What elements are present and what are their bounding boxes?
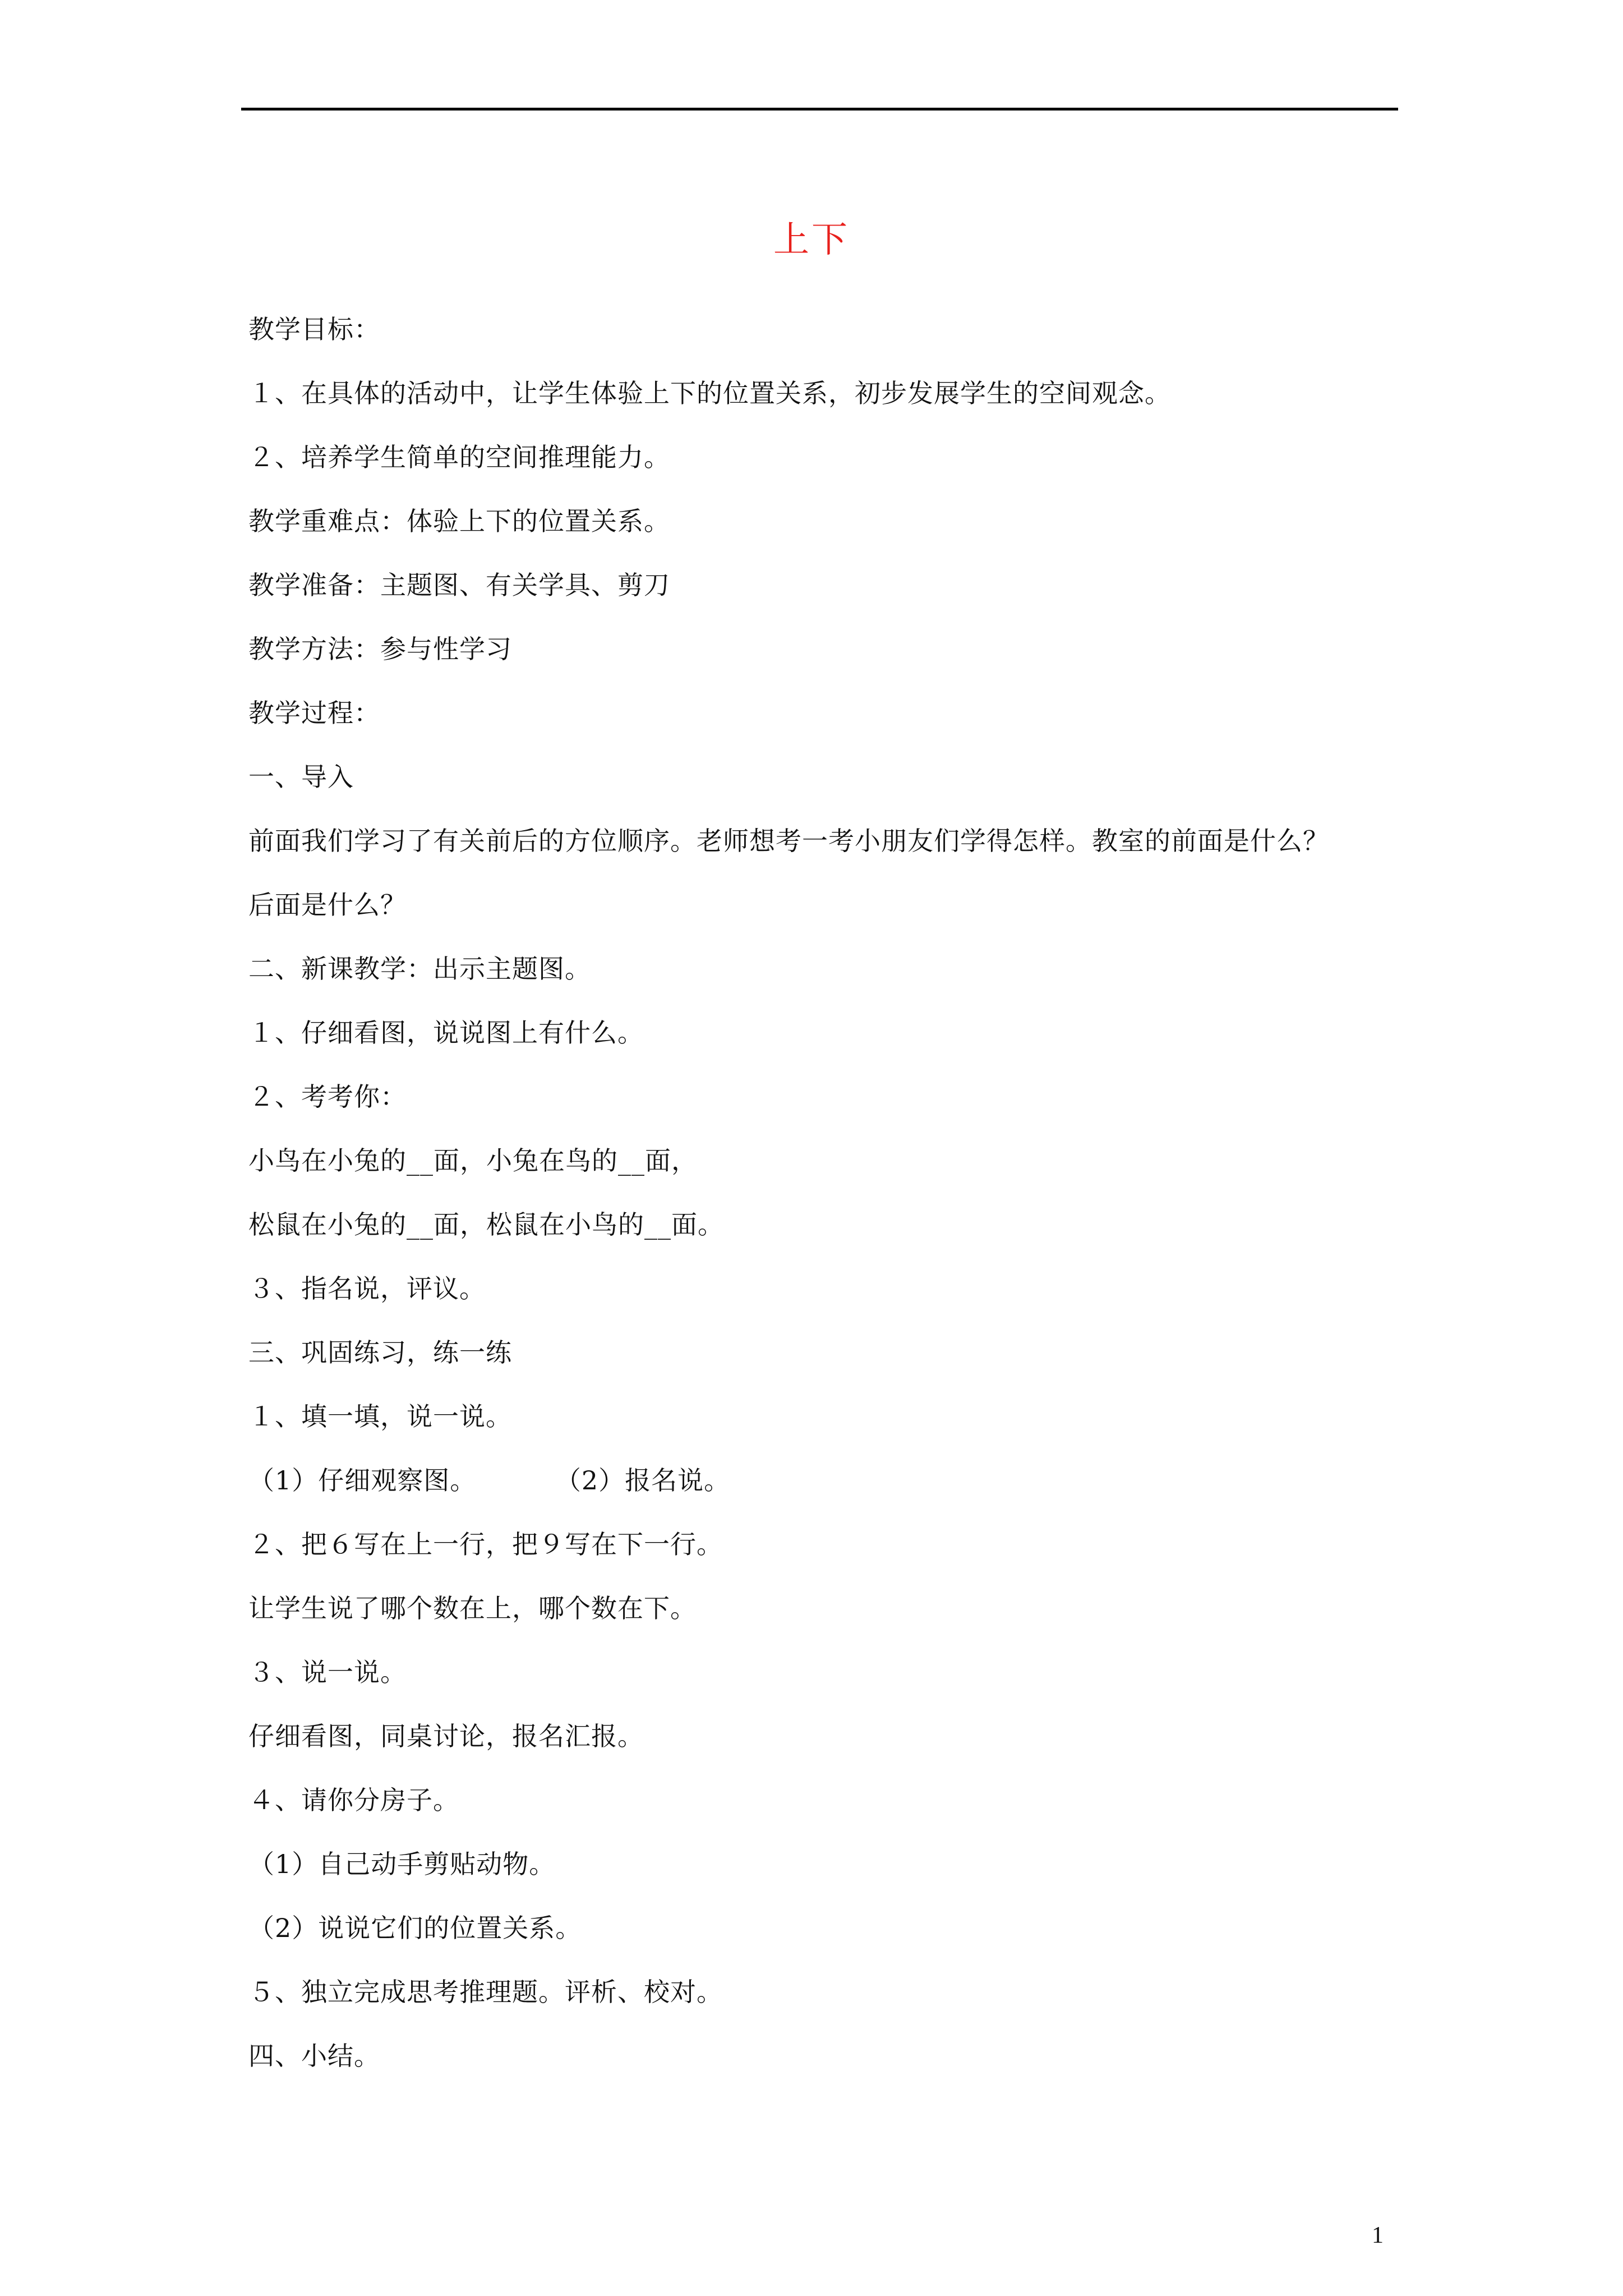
process-heading: 教学过程： (248, 698, 380, 728)
list-item: ３、说一说。 (248, 1657, 407, 1687)
teaching-preparation: 教学准备：主题图、有关学具、剪刀 (248, 570, 670, 600)
objectives-heading: 教学目标： (248, 314, 380, 344)
objective-2: ２、培养学生简单的空间推理能力。 (248, 442, 670, 472)
document-title: 上下 (773, 219, 850, 261)
header-rule (241, 108, 1398, 111)
list-item: １、填一填，说一说。 (248, 1401, 512, 1432)
fill-in-line: 小鸟在小兔的__面，小兔在鸟的__面， (248, 1145, 698, 1176)
teaching-method: 教学方法：参与性学习 (248, 634, 512, 664)
sub-items-line: （1）仔细观察图。 （2）报名说。 (248, 1465, 731, 1496)
list-item: ２、把６写在上一行，把９写在下一行。 (248, 1529, 723, 1559)
paragraph-line: 仔细看图，同桌讨论，报名汇报。 (248, 1721, 644, 1751)
document-body (248, 297, 1404, 2088)
objective-1: １、在具体的活动中，让学生体验上下的位置关系，初步发展学生的空间观念。 (248, 378, 1171, 408)
page-number: 1 (1372, 2223, 1384, 2248)
section-introduction: 一、导入 (248, 762, 354, 792)
key-points: 教学重难点：体验上下的位置关系。 (248, 506, 670, 536)
section-practice: 三、巩固练习，练一练 (248, 1337, 512, 1368)
paragraph-line: 让学生说了哪个数在上，哪个数在下。 (248, 1593, 697, 1623)
section-new-lesson: 二、新课教学：出示主题图。 (248, 954, 591, 984)
section-summary: 四、小结。 (248, 2041, 380, 2071)
list-item: ５、独立完成思考推理题。评析、校对。 (248, 1977, 723, 2007)
paragraph-line: 前面我们学习了有关前后的方位顺序。老师想考一考小朋友们学得怎样。教室的前面是什么？ (248, 826, 1329, 856)
sub-item: （2）说说它们的位置关系。 (248, 1913, 582, 1943)
sub-item: （1）自己动手剪贴动物。 (248, 1849, 556, 1879)
list-item: １、仔细看图，说说图上有什么。 (248, 1018, 644, 1048)
list-item: ３、指名说，评议。 (248, 1273, 486, 1304)
paragraph-line: 后面是什么？ (248, 890, 407, 920)
fill-in-line: 松鼠在小兔的__面，松鼠在小鸟的__面。 (248, 1209, 724, 1240)
list-item: ４、请你分房子。 (248, 1785, 459, 1815)
list-item: ２、考考你： (248, 1082, 407, 1112)
